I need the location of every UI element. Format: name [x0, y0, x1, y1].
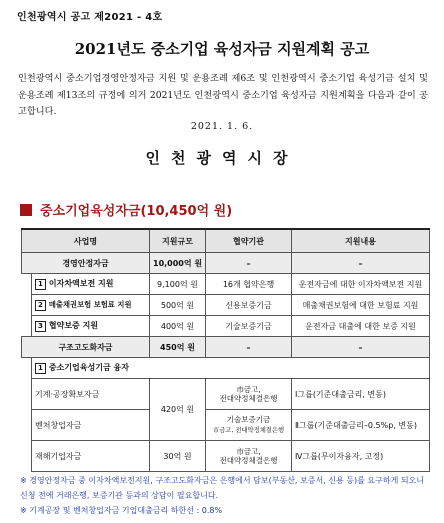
item-number: 1 [35, 279, 46, 290]
row-amount: 420억 원 [150, 379, 206, 441]
row-org: 기술보증기금 市금고, 전대약정체결은행 [206, 410, 292, 441]
table-row [22, 316, 430, 337]
indent-cell [22, 274, 32, 295]
row-org: 16개 협약은행 [206, 274, 292, 295]
row-content: 운전자금 대출에 대한 보증 지원 [292, 316, 430, 337]
row-org: 기술보증기금 [206, 316, 292, 337]
body-paragraph: 인천광역시 중소기업경영안정자금 지원 및 운용조례 제6조 및 인천광역시 중소기업 육성기금 설치 및 운용조례 제13조의 규정에 의거 2021년도 인천광역시 중소기업 육성자금 지원계획을 다음과 같이 공고합니다. [18, 73, 428, 117]
row-name: 재해기업자금 [32, 441, 150, 472]
row-amount: 9,100억 원 [150, 274, 206, 295]
indent-cell [22, 295, 32, 316]
table-row [22, 358, 430, 379]
row-name: 벤처창업자금 [32, 410, 150, 441]
table-header-row [22, 229, 430, 253]
table-row [22, 379, 430, 410]
header-content: 지원내용 [292, 229, 430, 253]
item-number: 1 [35, 363, 46, 374]
item-number: 3 [35, 321, 46, 332]
row-content: Ⅳ그룹(무이자융자, 고정) [292, 441, 430, 472]
note-item: ※ 기계공장 및 벤처창업자금 기업대출금리 하한선 : 0.8% [20, 506, 223, 515]
indent-cell [22, 410, 32, 441]
table-row [22, 295, 430, 316]
row-amount: 400억 원 [150, 316, 206, 337]
section-title: 중소기업육성자금(10,450억 원) [40, 204, 233, 219]
header-amount: 지원규모 [150, 229, 206, 253]
square-bullet-icon [20, 204, 32, 216]
row-content: Ⅰ그룹(기준대출금리, 변동) [292, 379, 430, 410]
row-content: Ⅱ그룹(기준대출금리–0.5%p, 변동) [292, 410, 430, 441]
row-amount: 500억 원 [150, 295, 206, 316]
indent-cell [22, 441, 32, 472]
row-org: 市금고, 전대약정체결은행 [206, 379, 292, 410]
band-org: – [206, 253, 292, 274]
row-org: 신용보증기금 [206, 295, 292, 316]
subheading-cell: 1 중소기업육성기금 융자 [32, 358, 430, 379]
issuer-name: 인천광역시장 [145, 149, 299, 167]
indent-cell [22, 316, 32, 337]
row-content: 매출채권보험에 대한 보험료 지원 [292, 295, 430, 316]
table-row [22, 337, 430, 358]
band-content: – [292, 253, 430, 274]
indent-cell [22, 379, 32, 410]
item-number: 2 [35, 300, 46, 311]
row-name: 기계·공장확보자금 [32, 379, 150, 410]
section-heading [20, 200, 232, 219]
row-content: 운전자금에 대한 이자차액보전 지원 [292, 274, 430, 295]
row-org: 市금고, 전대약정체결은행 [206, 441, 292, 472]
notice-number: 인천광역시 공고 제2021 - 4호 [17, 12, 163, 23]
row-name: 3 협약보증 지원 [32, 316, 150, 337]
band-amount: 10,000억 원 [150, 253, 206, 274]
table-row [22, 410, 430, 441]
band-content: – [292, 337, 430, 358]
table-row [22, 253, 430, 274]
row-name: 1 이자차액보전 지원 [32, 274, 150, 295]
table-row [22, 441, 430, 472]
band-org: – [206, 337, 292, 358]
document-title: 2021년도 중소기업 육성자금 지원계획 공고 [74, 40, 370, 58]
funding-table [21, 228, 430, 472]
band-name: 경영안정자금 [22, 253, 150, 274]
row-amount: 30억 원 [150, 441, 206, 472]
table-row [22, 274, 430, 295]
notes [20, 473, 432, 518]
document-date: 2021. 1. 6. [190, 121, 254, 132]
band-amount: 450억 원 [150, 337, 206, 358]
header-name: 사업명 [22, 229, 150, 253]
header-org: 협약기관 [206, 229, 292, 253]
row-name: 2 매출채권보험 보험료 지원 [32, 295, 150, 316]
note-item: ※ 경영안정자금 중 이자차액보전지원, 구조고도화자금은 은행에서 담보(부동산, 보증서, 신용 등)를 요구하게 되오니 신청 전에 거래은행, 보증기관 등과의 상담이 필요합니다. [20, 476, 425, 500]
band-name: 구조고도화자금 [22, 337, 150, 358]
indent-cell [22, 358, 32, 379]
